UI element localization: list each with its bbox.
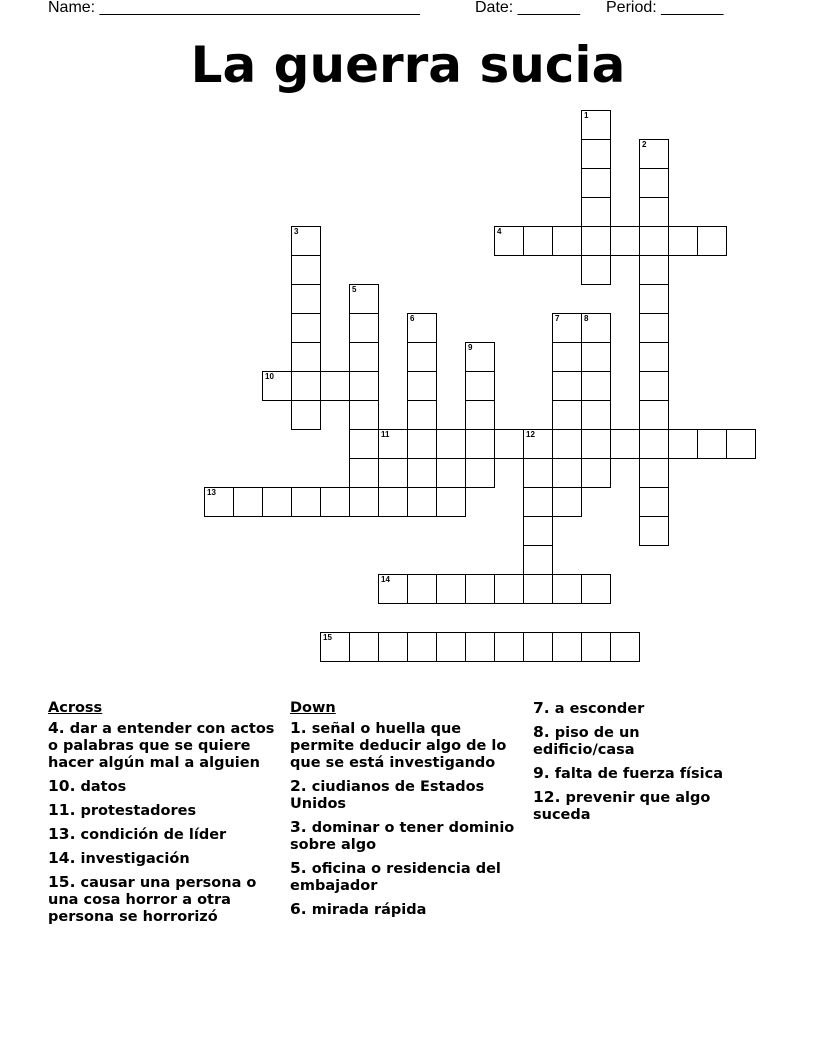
crossword-cell[interactable]: [349, 632, 379, 662]
crossword-cell[interactable]: [523, 574, 553, 604]
crossword-cell[interactable]: [465, 371, 495, 401]
clue-number-label: 9: [468, 343, 473, 352]
crossword-cell[interactable]: [320, 632, 350, 662]
down-clue: [290, 901, 518, 919]
crossword-cell[interactable]: [262, 371, 292, 401]
clue-number: 10.: [48, 777, 76, 795]
clue-number: 6.: [290, 900, 307, 918]
crossword-cell[interactable]: [291, 313, 321, 343]
clue-number-label: 12: [526, 430, 535, 439]
clue-number: 2.: [290, 777, 307, 795]
down-clues-continued: [533, 700, 733, 830]
crossword-cell[interactable]: [581, 371, 611, 401]
clue-number-label: 3: [294, 227, 299, 236]
crossword-cell[interactable]: [465, 342, 495, 372]
crossword-cell[interactable]: [552, 342, 582, 372]
crossword-cell[interactable]: [407, 371, 437, 401]
crossword-cell[interactable]: [726, 429, 756, 459]
crossword-cell[interactable]: [465, 574, 495, 604]
clue-number-label: 15: [323, 633, 332, 642]
crossword-cell[interactable]: [291, 342, 321, 372]
clue-number: 12.: [533, 788, 561, 806]
across-clues: [48, 700, 283, 932]
crossword-cell[interactable]: [581, 197, 611, 227]
crossword-cell[interactable]: [552, 574, 582, 604]
crossword-cell[interactable]: [581, 226, 611, 256]
crossword-cell[interactable]: [436, 487, 466, 517]
crossword-cell[interactable]: [349, 400, 379, 430]
clue-text: protestadores: [75, 803, 197, 819]
name-field: Name: ____________________________________: [48, 0, 420, 16]
crossword-cell[interactable]: [320, 371, 350, 401]
clue-text: condición de líder: [75, 827, 227, 843]
crossword-cell[interactable]: [349, 429, 379, 459]
crossword-cell[interactable]: [639, 284, 669, 314]
crossword-cell[interactable]: [436, 429, 466, 459]
crossword-cell[interactable]: [581, 400, 611, 430]
crossword-cell[interactable]: [523, 458, 553, 488]
across-clue: [48, 778, 283, 796]
crossword-cell[interactable]: [639, 371, 669, 401]
crossword-cell[interactable]: [581, 458, 611, 488]
crossword-cell[interactable]: [378, 574, 408, 604]
date-field: Date: _______: [475, 0, 580, 16]
down-clue: [290, 819, 518, 854]
clue-number-label: 8: [584, 314, 589, 323]
down-clue: [533, 700, 733, 718]
crossword-cell[interactable]: [581, 168, 611, 198]
clue-number: 5.: [290, 859, 307, 877]
clue-number: 13.: [48, 825, 76, 843]
clue-text: falta de fuerza física: [549, 766, 723, 782]
crossword-cell[interactable]: [378, 632, 408, 662]
crossword-cell[interactable]: [407, 458, 437, 488]
crossword-cell[interactable]: [668, 429, 698, 459]
down-clue: [290, 778, 518, 813]
crossword-cell[interactable]: [581, 313, 611, 343]
crossword-cell[interactable]: [407, 429, 437, 459]
clue-number: 11.: [48, 801, 76, 819]
crossword-cell[interactable]: [639, 139, 669, 169]
crossword-cell[interactable]: [349, 313, 379, 343]
crossword-cell[interactable]: [581, 574, 611, 604]
clue-text: datos: [75, 779, 127, 795]
crossword-cell[interactable]: [552, 226, 582, 256]
crossword-cell[interactable]: [552, 400, 582, 430]
crossword-cell[interactable]: [552, 632, 582, 662]
crossword-cell[interactable]: [262, 487, 292, 517]
crossword-cell[interactable]: [494, 574, 524, 604]
crossword-cell[interactable]: [407, 632, 437, 662]
clue-text: señal o huella que permite deducir algo de lo que se está investigando: [290, 721, 507, 771]
across-clue: [48, 720, 283, 772]
clue-number: 1.: [290, 719, 307, 737]
crossword-cell[interactable]: [639, 400, 669, 430]
crossword-cell[interactable]: [697, 226, 727, 256]
crossword-cell[interactable]: [639, 197, 669, 227]
crossword-cell[interactable]: [639, 458, 669, 488]
down-clue: [533, 765, 733, 783]
crossword-cell[interactable]: [610, 632, 640, 662]
crossword-cell[interactable]: [581, 255, 611, 285]
clue-number-label: 2: [642, 140, 647, 149]
down-clue: [290, 860, 518, 895]
crossword-cell[interactable]: [523, 429, 553, 459]
crossword-cell[interactable]: [291, 284, 321, 314]
clue-number: 9.: [533, 764, 550, 782]
crossword-cell[interactable]: [581, 632, 611, 662]
crossword-cell[interactable]: [291, 400, 321, 430]
clue-number-label: 14: [381, 575, 390, 584]
crossword-cell[interactable]: [552, 458, 582, 488]
crossword-cell[interactable]: [407, 313, 437, 343]
clue-number-label: 7: [555, 314, 560, 323]
crossword-cell[interactable]: [349, 487, 379, 517]
crossword-cell[interactable]: [552, 487, 582, 517]
clue-number-label: 6: [410, 314, 415, 323]
clue-number-label: 4: [497, 227, 502, 236]
clue-number-label: 5: [352, 285, 357, 294]
clue-text: dominar o tener dominio sobre algo: [290, 820, 515, 853]
crossword-cell[interactable]: [639, 342, 669, 372]
down-clue: [533, 724, 733, 759]
clue-number: 8.: [533, 723, 550, 741]
clue-text: oficina o residencia del embajador: [290, 861, 501, 894]
crossword-cell[interactable]: [668, 226, 698, 256]
down-clue: [290, 720, 518, 772]
crossword-cell[interactable]: [407, 342, 437, 372]
crossword-cell[interactable]: [581, 139, 611, 169]
crossword-cell[interactable]: [581, 429, 611, 459]
across-clue: [48, 802, 283, 820]
crossword-cell[interactable]: [639, 226, 669, 256]
crossword-cell[interactable]: [697, 429, 727, 459]
across-clue: [48, 826, 283, 844]
crossword-cell[interactable]: [320, 487, 350, 517]
crossword-cell[interactable]: [349, 284, 379, 314]
crossword-cell[interactable]: [436, 632, 466, 662]
crossword-cell[interactable]: [552, 371, 582, 401]
clue-text: a esconder: [549, 701, 645, 717]
crossword-cell[interactable]: [523, 632, 553, 662]
crossword-cell[interactable]: [407, 487, 437, 517]
clue-number: 4.: [48, 719, 65, 737]
crossword-cell[interactable]: [581, 342, 611, 372]
crossword-cell[interactable]: [639, 487, 669, 517]
clue-number-label: 10: [265, 372, 274, 381]
crossword-cell[interactable]: [436, 574, 466, 604]
clue-text: investigación: [75, 851, 190, 867]
clue-number-label: 11: [381, 430, 390, 439]
crossword-cell[interactable]: [610, 226, 640, 256]
crossword-cell[interactable]: [552, 313, 582, 343]
clue-number: 7.: [533, 699, 550, 717]
crossword-cell[interactable]: [639, 516, 669, 546]
crossword-cell[interactable]: [349, 371, 379, 401]
crossword-cell[interactable]: [494, 226, 524, 256]
crossword-cell[interactable]: [523, 226, 553, 256]
crossword-cell[interactable]: [639, 168, 669, 198]
clue-text: prevenir que algo suceda: [533, 790, 711, 823]
clue-text: piso de un edificio/casa: [533, 725, 640, 758]
crossword-cell[interactable]: [465, 458, 495, 488]
clue-number-label: 1: [584, 111, 589, 120]
crossword-cell[interactable]: [494, 632, 524, 662]
crossword-cell[interactable]: [552, 429, 582, 459]
crossword-cell[interactable]: [523, 516, 553, 546]
across-clue: [48, 850, 283, 868]
crossword-cell[interactable]: [378, 429, 408, 459]
across-clue: [48, 874, 283, 926]
clue-number: 15.: [48, 873, 76, 891]
clue-number: 14.: [48, 849, 76, 867]
down-heading: Down: [290, 700, 336, 716]
crossword-cell[interactable]: [291, 371, 321, 401]
clue-text: ciudianos de Estados Unidos: [290, 779, 485, 812]
down-clue: [533, 789, 733, 824]
page-title: La guerra sucia: [190, 36, 626, 94]
crossword-cell[interactable]: [494, 429, 524, 459]
clue-number-label: 13: [207, 488, 216, 497]
crossword-cell[interactable]: [639, 255, 669, 285]
clue-number: 3.: [290, 818, 307, 836]
down-clues: [290, 700, 518, 925]
clue-text: dar a entender con actos o palabras que se quiere hacer algún mal a alguien: [48, 721, 275, 771]
crossword-cell[interactable]: [523, 487, 553, 517]
crossword-cell[interactable]: [407, 574, 437, 604]
crossword-cell[interactable]: [523, 545, 553, 575]
crossword-cell[interactable]: [407, 400, 437, 430]
clue-text: mirada rápida: [306, 902, 427, 918]
crossword-cell[interactable]: [291, 487, 321, 517]
crossword-cell[interactable]: [204, 487, 234, 517]
crossword-cell[interactable]: [465, 429, 495, 459]
crossword-cell[interactable]: [291, 226, 321, 256]
crossword-cell[interactable]: [581, 110, 611, 140]
period-field: Period: _______: [606, 0, 724, 16]
crossword-cell[interactable]: [349, 458, 379, 488]
crossword-cell[interactable]: [349, 342, 379, 372]
crossword-cell[interactable]: [639, 313, 669, 343]
crossword-cell[interactable]: [465, 632, 495, 662]
across-heading: Across: [48, 700, 103, 716]
clue-text: causar una persona o una cosa horror a otra persona se horrorizó: [48, 875, 257, 925]
crossword-cell[interactable]: [291, 255, 321, 285]
crossword-cell[interactable]: [465, 400, 495, 430]
crossword-cell[interactable]: [378, 487, 408, 517]
crossword-cell[interactable]: [233, 487, 263, 517]
crossword-cell[interactable]: [610, 429, 640, 459]
crossword-cell[interactable]: [639, 429, 669, 459]
